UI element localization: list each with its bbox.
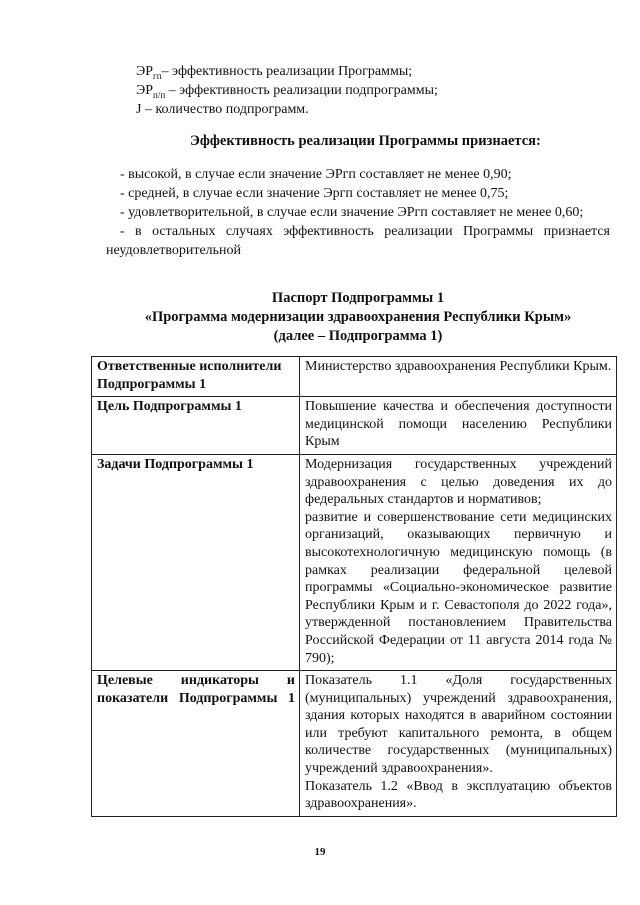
passport-line-3: (далее – Подпрограмма 1)	[273, 328, 443, 344]
table-row	[92, 397, 617, 455]
passport-line-1: Паспорт Подпрограммы 1	[271, 290, 445, 306]
table-row	[92, 671, 617, 817]
row-label: Задачи Подпрограммы 1	[92, 454, 300, 670]
row-content: Показатель 1.1 «Доля государственных (муниципальных) учреждений здравоохранения, здания которых находятся в аварийном состоянии или требуют капитального ремонта, в общем количестве государственных (муниципальных) учреждений здравоохранения». Показатель 1.2 «Ввод в эксплуатацию объектов здравоохранения».	[300, 671, 617, 817]
definition-erp-sub: $ЭР_{п/п}$ – эффективность реализации подпрограммы;	[136, 83, 438, 100]
row-content: Модернизация государственных учреждений здравоохранения с целью доведения их до федеральных стандартов и нормативов; развитие и совершенствование сети медицинских организаций, оказывающих первичную и высокотехнологичную медицинскую помощь (в рамках реализации федеральной целевой программы «Социально-экономическое развитие Республики Крым и г. Севастополя до 2022 года», утвержденной постановлением Правительства Российской Федерации от 11 августа 2014 года № 790);	[300, 454, 617, 670]
criterion-high: - высокой, в случае если значение ЭРгп составляет не менее 0,90;	[120, 167, 512, 182]
passport-table	[91, 356, 617, 817]
definitions-block	[136, 62, 438, 119]
row-label: Цель Подпрограммы 1	[92, 397, 300, 455]
definition-j: J – количество подпрограмм.	[136, 102, 309, 117]
definition-erp-main: $ЭР_{гп}-$ эффективность реализации Программы;	[136, 64, 413, 81]
passport-line-2: «Программа модернизации здравоохранения Республики Крым»	[144, 309, 572, 325]
passport-title	[100, 289, 616, 346]
row-label: Ответственные исполнители Подпрограммы 1	[92, 357, 300, 397]
table-row	[92, 357, 617, 397]
page-number: 19	[314, 846, 326, 858]
criterion-satisfactory: - удовлетворительной, в случае если значение ЭРгп составляет не менее 0,60;	[120, 205, 584, 220]
criteria-list	[106, 165, 610, 260]
row-label: Целевые индикаторы и показатели Подпрограммы 1	[92, 671, 300, 817]
row-content: Министерство здравоохранения Республики Крым.	[300, 357, 617, 397]
efficiency-heading: Эффективность реализации Программы признается:	[190, 133, 541, 149]
criterion-unsatisfactory: - в остальных случаях эффективность реализации Программы признается неудовлетворительной	[106, 224, 610, 258]
criterion-medium: - средней, в случае если значение Эргп составляет не менее 0,75;	[120, 186, 509, 201]
table-row	[92, 454, 617, 670]
row-content: Повышение качества и обеспечения доступности медицинской помощи населению Республики Крым	[300, 397, 617, 455]
